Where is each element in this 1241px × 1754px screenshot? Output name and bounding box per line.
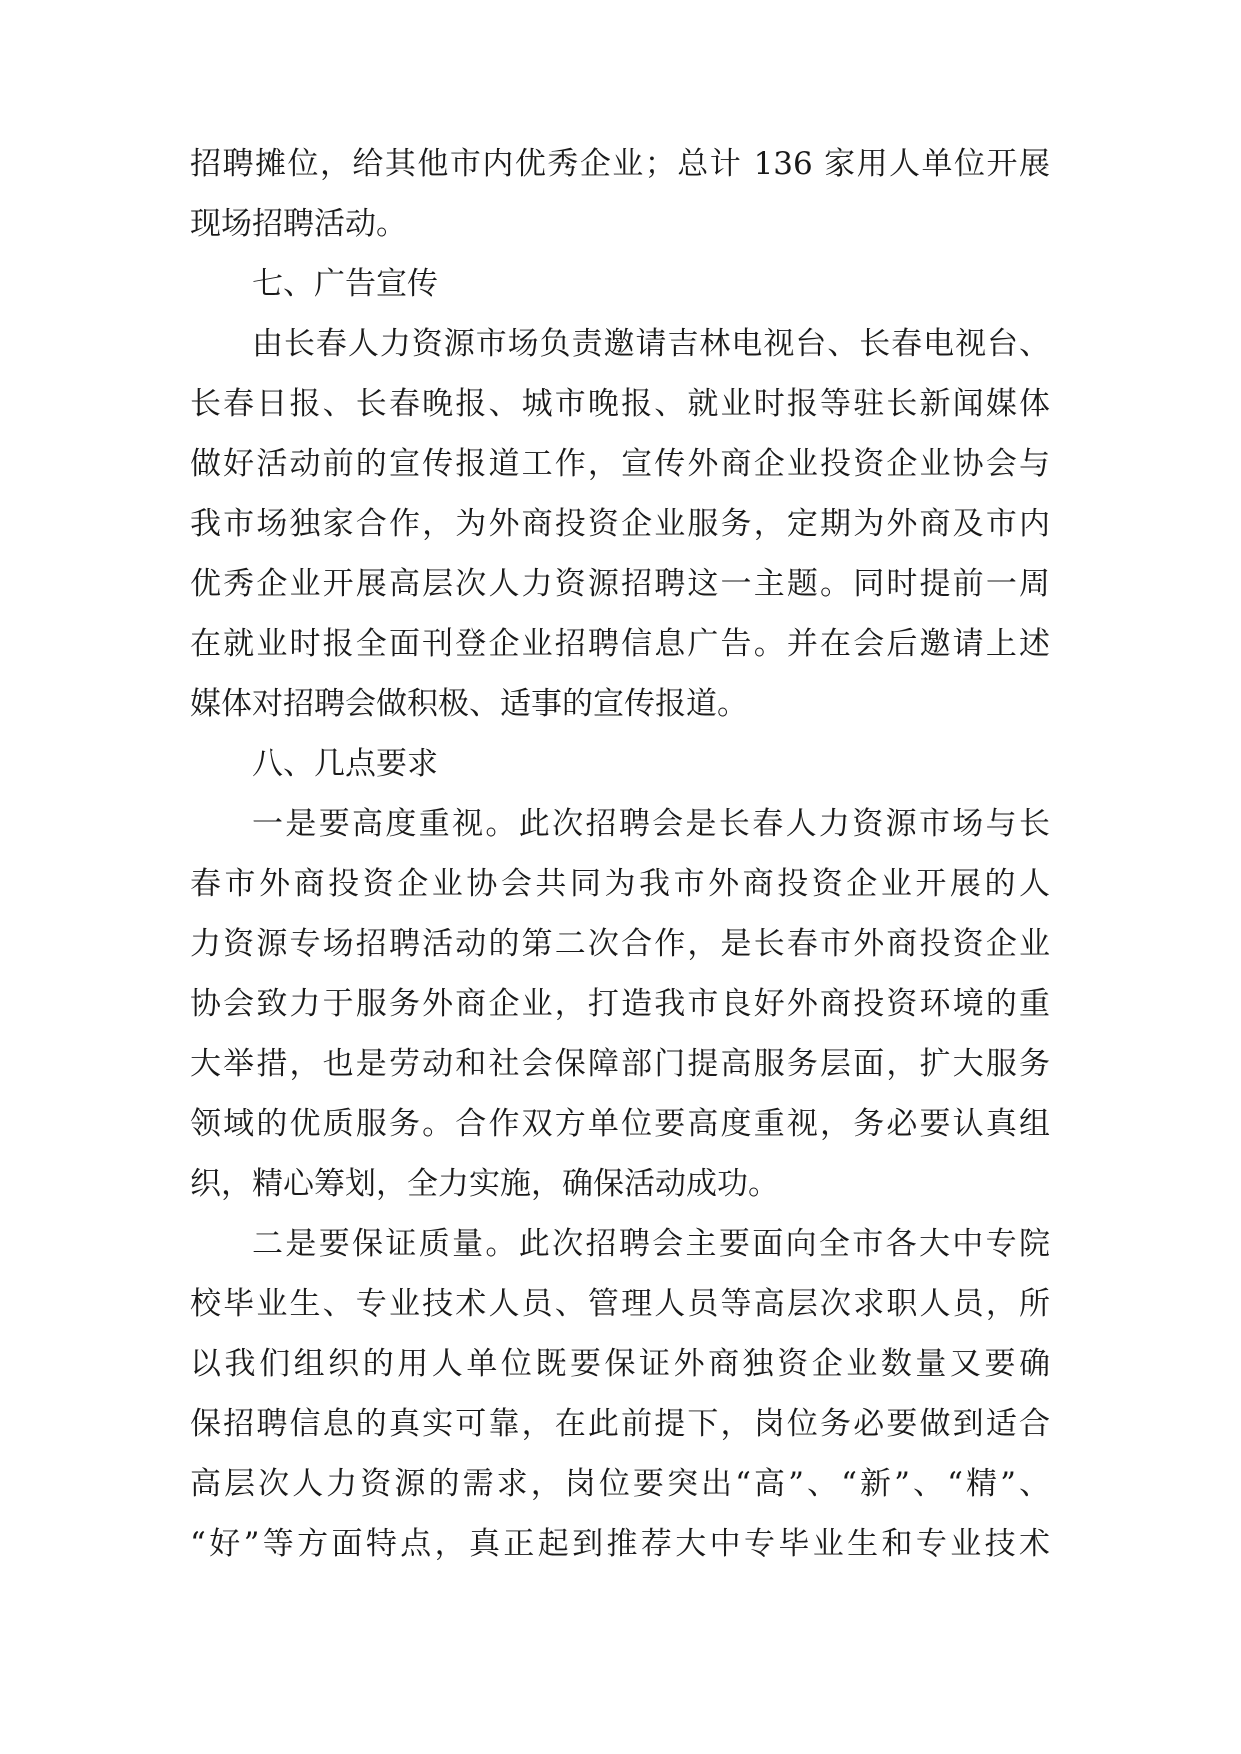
text-line: 协会致力于服务外商企业，打造我市良好外商投资环境的重 [190,986,1050,1022]
text-line: 大举措，也是劳动和社会保障部门提高服务层面，扩大服务 [190,1046,1050,1082]
text-line: 校毕业生、专业技术人员、管理人员等高层次求职人员，所 [190,1286,1050,1322]
text-line: 以我们组织的用人单位既要保证外商独资企业数量又要确 [190,1346,1050,1382]
text-line: 织，精心筹划，全力实施，确保活动成功。 [190,1166,779,1202]
text-line: “好”等方面特点，真正起到推荐大中专毕业生和专业技术 [190,1526,1050,1562]
section-heading: 八、几点要求 [252,746,438,782]
text-line: 现场招聘活动。 [190,206,407,242]
text-line: 在就业时报全面刊登企业招聘信息广告。并在会后邀请上述 [190,626,1050,662]
text-line: 一是要高度重视。此次招聘会是长春人力资源市场与长 [252,806,1050,842]
text-line: 优秀企业开展高层次人力资源招聘这一主题。同时提前一周 [190,566,1050,602]
text-line: 长春日报、长春晚报、城市晚报、就业时报等驻长新闻媒体 [190,386,1050,422]
text-line: 领域的优质服务。合作双方单位要高度重视，务必要认真组 [190,1106,1050,1142]
text-line: 春市外商投资企业协会共同为我市外商投资企业开展的人 [190,866,1050,902]
text-line: 力资源专场招聘活动的第二次合作，是长春市外商投资企业 [190,926,1050,962]
text-line: 招聘摊位，给其他市内优秀企业；总计 136 家用人单位开展 [190,146,1050,182]
text-line: 媒体对招聘会做积极、适事的宣传报道。 [190,686,748,722]
section-heading: 七、广告宣传 [252,266,438,302]
text-line: 做好活动前的宣传报道工作，宣传外商企业投资企业协会与 [190,446,1050,482]
text-line: 保招聘信息的真实可靠，在此前提下，岗位务必要做到适合 [190,1406,1050,1442]
text-line: 二是要保证质量。此次招聘会主要面向全市各大中专院 [252,1226,1050,1262]
text-line: 由长春人力资源市场负责邀请吉林电视台、长春电视台、 [252,326,1050,362]
text-line: 我市场独家合作，为外商投资企业服务，定期为外商及市内 [190,506,1050,542]
text-line: 高层次人力资源的需求，岗位要突出“高”、“新”、“精”、 [190,1466,1050,1502]
